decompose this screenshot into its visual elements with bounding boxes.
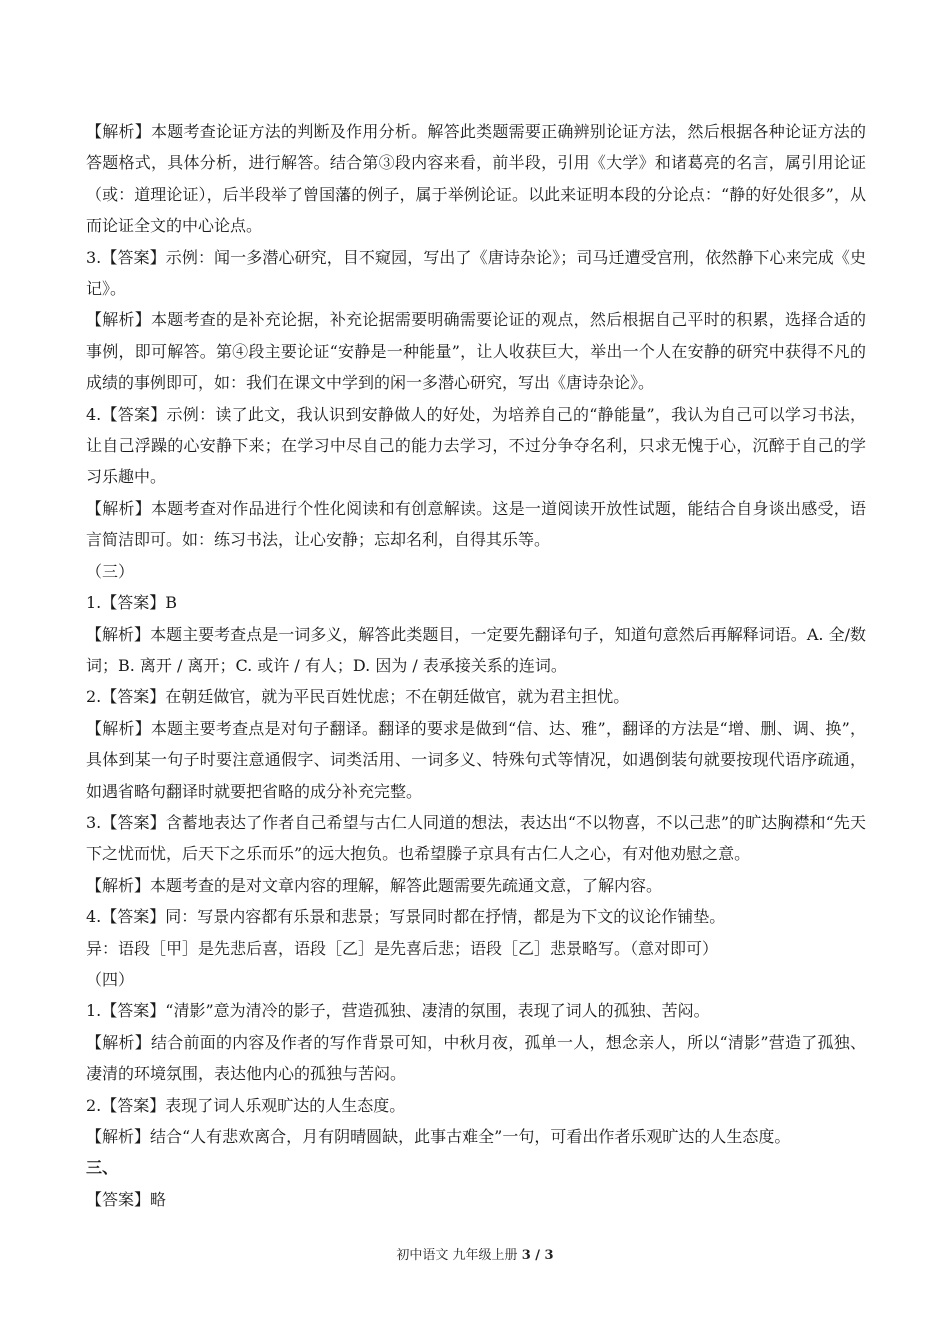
section-heading: （四） bbox=[86, 969, 135, 989]
answer-paragraph: 4.【答案】同：写景内容都有乐景和悲景；写景同时都在抒情，都是为下文的议论作铺垫。 bbox=[86, 907, 726, 927]
page-footer bbox=[0, 1244, 950, 1263]
analysis-paragraph: 【解析】本题考查论证方法的判断及作用分析。解答此类题需要正确辨别论证方法，然后根据各种论证方法的答题格式，具体分析，进行解答。结合第③段内容来看，前半段，引用《大学》和诸葛亮的名言，属引用论证（或：道理论证），后半段举了曾国藩的例子，属于举例论证。以此来证明本段的分论点：“静的好处很多”，从而论证全文的中心论点。 bbox=[86, 122, 866, 236]
analysis-paragraph: 【解析】结合“人有悲欢离合，月有阴晴圆缺，此事古难全”一句，可看出作者乐观旷达的人生态度。 bbox=[86, 1127, 791, 1146]
answer-paragraph: 2.【答案】表现了词人乐观旷达的人生态度。 bbox=[86, 1095, 406, 1115]
section-heading: （三） bbox=[86, 561, 135, 581]
analysis-paragraph: 【解析】本题考查对作品进行个性化阅读和有创意解读。这是一道阅读开放性试题，能结合自身谈出感受，语言简洁即可。如：练习书法，让心安静；忘却名利，自得其乐等。 bbox=[86, 498, 866, 550]
answer-paragraph: 2.【答案】在朝廷做官，就为平民百姓忧虑；不在朝廷做官，就为君主担忧。 bbox=[86, 687, 630, 707]
answer-paragraph: 4.【答案】示例：读了此文，我认识到安静做人的好处，为培养自己的“静能量”，我认为自己可以学习书法，让自己浮躁的心安静下来；在学习中尽自己的能力去学习，不过分争夺名利，只求无愧于心，沉醉于自己的学习乐趣中。 bbox=[86, 404, 866, 487]
footer-subject: 初中语文 九年级上册 bbox=[396, 1248, 518, 1263]
answer-paragraph: 1.【答案】“清影”意为清冷的影子，营造孤独、凄清的氛围，表现了词人的孤独、苦闷。 bbox=[86, 1001, 710, 1021]
answer-paragraph: 【答案】略 bbox=[86, 1189, 167, 1209]
answer-paragraph: 异：语段［甲］是先悲后喜，语段［乙］是先喜后悲；语段［乙］悲景略写。（意对即可） bbox=[86, 938, 719, 958]
answer-paragraph: 3.【答案】含蓄地表达了作者自己希望与古仁人同道的想法，表达出“不以物喜，不以己悲”的旷达胸襟和“先天下之忧而忧，后天下之乐而乐”的远大抱负。也希望滕子京具有古仁人之心，有对他劝慰之意。 bbox=[86, 812, 866, 864]
answer-content bbox=[86, 116, 866, 1215]
footer-page-number: 3 / 3 bbox=[521, 1248, 554, 1263]
analysis-paragraph: 【解析】本题主要考查点是一词多义，解答此类题目，一定要先翻译句子，知道句意然后再解释词语。A. 全/数词；B. 离开 / 离开；C. 或许 / 有人；D. 因为 / 表承接关系的连词。 bbox=[86, 624, 866, 675]
analysis-paragraph: 【解析】本题考查的是补充论据，补充论据需要明确需要论证的观点，然后根据自己平时的积累，选择合适的事例，即可解答。第④段主要论证“安静是一种能量”，让人收获巨大，举出一个人在安静的研究中获得不凡的成绩的事例即可，如：我们在课文中学到的闲一多潜心研究，写出《唐诗杂论》。 bbox=[86, 310, 866, 393]
answer-paragraph: 1.【答案】B bbox=[86, 593, 178, 613]
answer-paragraph: 3.【答案】示例：闻一多潜心研究，目不窥园，写出了《唐诗杂论》；司马迁遭受宫刑，依然静下心来完成《史记》。 bbox=[86, 247, 866, 299]
analysis-paragraph: 【解析】本题主要考查点是对句子翻译。翻译的要求是做到“信、达、雅”，翻译的方法是“增、删、调、换”，具体到某一句子时要注意通假字、词类活用、一词多义、特殊句式等情况，如遇倒装句就要按现代语序疏通，如遇省略句翻译时就要把省略的成分补充完整。 bbox=[86, 718, 866, 801]
analysis-paragraph: 【解析】结合前面的内容及作者的写作背景可知，中秋月夜，孤单一人，想念亲人，所以“清影”营造了孤独、凄清的环境氛围，表达他内心的孤独与苦闷。 bbox=[86, 1032, 866, 1084]
section-heading: 三、 bbox=[86, 1158, 119, 1178]
analysis-paragraph: 【解析】本题考查的是对文章内容的理解，解答此题需要先疏通文意，了解内容。 bbox=[86, 875, 663, 895]
